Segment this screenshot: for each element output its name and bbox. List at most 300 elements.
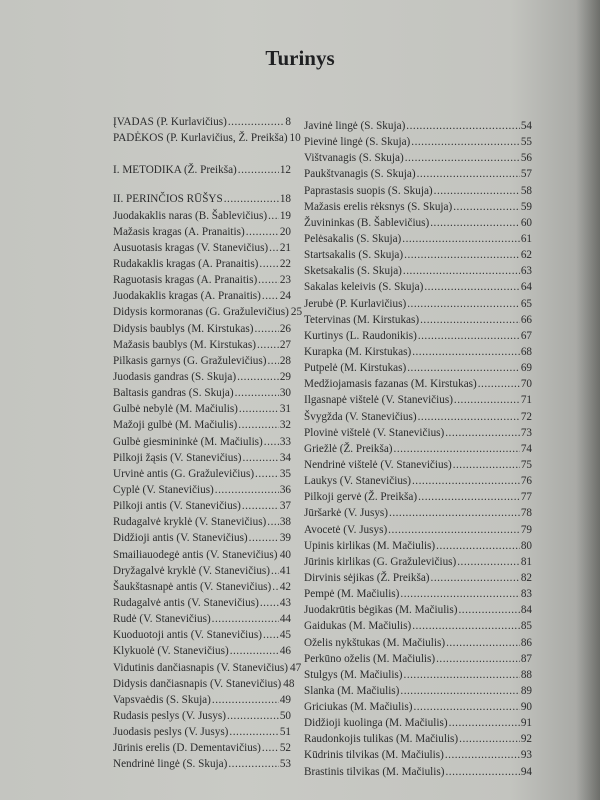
toc-entry: [113, 256, 291, 272]
toc-entry-title: Jūrinis kirlikas (G. Gražulevičius): [304, 555, 457, 568]
toc-entry-page: 42: [279, 580, 291, 593]
toc-entry-title: Raudonkojis tulikas (M. Mačiulis): [304, 733, 459, 746]
toc-entry-page: 82: [520, 571, 532, 584]
dot-leader: [263, 627, 279, 643]
toc-entry: [304, 344, 532, 360]
dot-leader: [478, 376, 520, 392]
toc-entry-title: Žuvininkas (B. Šablevičius): [304, 216, 430, 229]
toc-entry-title: Juodakrūtis bėgikas (M. Mačiulis): [304, 604, 458, 617]
dot-leader: [412, 618, 520, 634]
toc-entry-page: 27: [279, 338, 291, 351]
toc-entry: [113, 708, 291, 724]
toc-entry-page: 44: [279, 613, 291, 626]
toc-entry-title: Urvinė antis (G. Gražulevičius): [113, 467, 255, 480]
toc-entry-page: 53: [279, 758, 291, 771]
toc-entry-title: Didysis dančiasnapis (V. Stanevičius): [113, 677, 282, 690]
dot-leader: [402, 231, 520, 247]
toc-entry-title: Mažoji gulbė (M. Mačiulis): [113, 419, 238, 432]
dot-leader: [445, 747, 520, 763]
toc-entry: [113, 353, 291, 369]
toc-entry: [113, 369, 291, 385]
toc-entry-title: Stulgys (M. Mačiulis): [304, 668, 403, 681]
toc-entry: [304, 328, 532, 344]
toc-entry: [304, 263, 532, 279]
toc-entry-title: Gaidukas (M. Mačiulis): [304, 620, 412, 633]
toc-entry: [113, 676, 295, 692]
dot-leader: [394, 441, 520, 457]
toc-entry: [304, 635, 532, 651]
toc-entry-page: 22: [279, 257, 291, 270]
toc-entry: [113, 660, 302, 676]
toc-entry-page: 38: [279, 516, 291, 529]
toc-entry: [304, 715, 532, 731]
dot-leader: [404, 247, 520, 263]
toc-entry: [113, 401, 291, 417]
toc-entry-title: Nendrinė lingė (S. Skuja): [113, 758, 228, 771]
dot-leader: [413, 699, 519, 715]
dot-leader: [400, 586, 519, 602]
toc-entry-title: Sakalas keleivis (S. Skuja): [304, 281, 424, 294]
toc-entry-page: 58: [520, 184, 532, 197]
dot-leader: [272, 579, 279, 595]
toc-entry-page: 23: [279, 274, 291, 287]
toc-entry-page: 71: [520, 394, 532, 407]
dot-leader: [215, 482, 279, 498]
toc-entry: [304, 279, 532, 295]
toc-entry-title: Vidutinis dančiasnapis (V. Stanevičius): [113, 661, 288, 674]
toc-entry-page: 29: [279, 370, 291, 383]
toc-entry-title: Rudagalvė antis (V. Stanevičius): [113, 596, 259, 609]
dot-leader: [457, 554, 520, 570]
toc-entry-page: 78: [520, 507, 532, 520]
toc-entry-title: PADĖKOS (P. Kurlavičius, Ž. Preikša): [113, 132, 288, 145]
toc-entry-title: Ilgasnapė vištelė (V. Stanevičius): [304, 394, 453, 407]
toc-entry: [304, 150, 532, 166]
toc-entry-page: 10: [289, 132, 301, 145]
dot-leader: [255, 466, 279, 482]
toc-entry: [304, 247, 532, 263]
toc-entry-title: Sketsakalis (S. Skuja): [304, 265, 402, 278]
toc-entry-title: Juodakaklis kragas (A. Pranaitis): [113, 290, 261, 303]
toc-entry-page: 68: [520, 345, 532, 358]
dot-leader: [404, 667, 520, 683]
toc-entry: [304, 409, 532, 425]
dot-leader: [224, 191, 279, 207]
toc-entry-page: 52: [279, 742, 291, 755]
toc-entry-title: Javinė lingė (S. Skuja): [304, 120, 406, 132]
toc-entry-title: Pempė (M. Mačiulis): [304, 588, 400, 601]
toc-entry-title: Kuoduotoji antis (V. Stanevičius): [113, 629, 262, 642]
dot-leader: [268, 208, 279, 224]
toc-entry-page: 92: [520, 733, 532, 746]
toc-entry: [113, 530, 291, 546]
dot-leader: [405, 150, 520, 166]
toc-entry: [304, 747, 532, 763]
toc-entry-title: Paukštvanagis (S. Skuja): [304, 168, 416, 181]
dot-leader: [436, 651, 520, 667]
toc-entry: [113, 162, 291, 178]
toc-entry: [304, 554, 532, 570]
dot-leader: [434, 183, 520, 199]
toc-entry-page: 21: [279, 241, 291, 254]
toc-entry-title: Mažasis kragas (A. Pranaitis): [113, 225, 245, 238]
toc-entry: [304, 586, 532, 602]
toc-entry: [304, 166, 532, 182]
toc-entry-page: 67: [520, 329, 532, 342]
toc-entry: [113, 130, 301, 146]
toc-entry-page: 46: [279, 645, 291, 658]
toc-entry-page: 62: [520, 249, 532, 262]
toc-entry-title: Brastinis tilvikas (M. Mačiulis): [304, 765, 445, 778]
toc-entry-title: ĮVADAS (P. Kurlavičius): [113, 116, 227, 128]
toc-entry-title: Upinis kirlikas (M. Mačiulis): [304, 539, 436, 552]
toc-entry-title: Smailiauodegė antis (V. Stanevičius): [113, 548, 278, 561]
toc-entry-title: II. PERINČIOS RŪŠYS: [113, 193, 223, 206]
toc-entry-page: 50: [279, 709, 291, 722]
toc-entry-page: 51: [279, 726, 291, 739]
dot-leader: [249, 530, 279, 546]
toc-entry-title: Rudė (V. Stanevičius): [113, 613, 211, 626]
toc-entry-title: Mažasis baublys (M. Kirstukas): [113, 338, 256, 351]
spacer: [113, 178, 291, 191]
toc-entry: [113, 692, 291, 708]
toc-entry: [304, 457, 532, 473]
toc-entry: [113, 114, 291, 130]
toc-entry-page: 64: [520, 281, 532, 294]
toc-entry-page: 61: [520, 232, 532, 245]
toc-entry-title: Šaukštasnapė antis (V. Stanevičius): [113, 580, 272, 593]
toc-entry-title: Kurtinys (L. Raudonikis): [304, 329, 417, 342]
dot-leader: [418, 409, 520, 425]
toc-entry-title: Ausuotasis kragas (V. Stanevičius): [113, 241, 269, 254]
toc-entry-title: Perkūno oželis (M. Mačiulis): [304, 652, 436, 665]
toc-entry-title: Putpelė (M. Kirstukas): [304, 362, 407, 375]
toc-entry-page: 25: [290, 306, 303, 319]
dot-leader: [406, 118, 520, 134]
dot-leader: [262, 288, 279, 304]
toc-entry: [113, 337, 291, 353]
dot-leader: [431, 570, 520, 586]
toc-entry: [304, 618, 532, 634]
toc-entry: [113, 563, 291, 579]
toc-entry: [113, 466, 291, 482]
dot-leader: [242, 450, 278, 466]
toc-entry-title: Tetervinas (M. Kirstukas): [304, 313, 420, 326]
toc-entry-page: 12: [279, 164, 291, 177]
toc-entry-page: 57: [520, 168, 532, 181]
toc-entry: [304, 215, 532, 231]
toc-entry-title: Juodasis gandras (S. Skuja): [113, 370, 237, 383]
toc-entry-title: Kūdrinis tilvikas (M. Mačiulis): [304, 749, 444, 762]
toc-entry-page: 83: [520, 588, 532, 601]
toc-entry-page: 28: [279, 354, 291, 367]
toc-entry-title: Pilkoji žąsis (V. Stanevičius): [113, 451, 242, 464]
toc-entry-page: 91: [520, 717, 532, 730]
toc-entry-title: Cyplė (V. Stanevičius): [113, 483, 214, 496]
toc-entry-page: 74: [520, 442, 532, 455]
dot-leader: [229, 724, 278, 740]
toc-entry-title: Laukys (V. Stanevičius): [304, 475, 411, 488]
dot-leader: [264, 434, 279, 450]
toc-entry-title: Jerubė (P. Kurlavičius): [304, 297, 407, 310]
toc-entry: [304, 683, 532, 699]
toc-entry: [113, 385, 291, 401]
toc-entry-page: 49: [279, 693, 291, 706]
toc-entry-page: 75: [520, 458, 532, 471]
toc-entry: [304, 392, 532, 408]
toc-entry: [113, 756, 291, 772]
toc-entry-page: 48: [283, 677, 295, 690]
dot-leader: [403, 263, 520, 279]
toc-entry-page: 24: [279, 290, 291, 303]
toc-entry-page: 89: [520, 684, 532, 697]
dot-leader: [235, 385, 279, 401]
toc-entry-page: 87: [520, 652, 532, 665]
dot-leader: [412, 473, 520, 489]
dot-leader: [267, 514, 279, 530]
dot-leader: [267, 353, 278, 369]
toc-entry-title: Pilkoji gervė (Ž. Preikša): [304, 491, 418, 504]
toc-entry: [304, 489, 532, 505]
toc-entry-title: Didžioji antis (V. Stanevičius): [113, 532, 248, 545]
toc-entry-title: Juodakaklis naras (B. Šablevičius): [113, 209, 268, 222]
toc-entry-page: 56: [520, 152, 532, 165]
dot-leader: [412, 344, 520, 360]
toc-entry-title: Juodasis peslys (V. Jusys): [113, 726, 229, 739]
toc-entry-page: 40: [279, 548, 291, 561]
toc-entry: [304, 699, 532, 715]
dot-leader: [459, 602, 520, 618]
toc-entry-title: I. METODIKA (Ž. Preikša): [113, 164, 237, 177]
dot-leader: [445, 425, 520, 441]
toc-entry: [113, 417, 291, 433]
toc-entry: [304, 522, 532, 538]
toc-entry-title: Švygžda (V. Stanevičius): [304, 410, 417, 423]
toc-entry: [304, 231, 532, 247]
toc-entry-page: 19: [279, 209, 291, 222]
dot-leader: [436, 538, 520, 554]
toc-entry-page: 45: [279, 629, 291, 642]
toc-entry-title: Dirvinis sėjikas (Ž. Preikša): [304, 571, 430, 584]
dot-leader: [446, 635, 520, 651]
toc-entry-title: Medžiojamasis fazanas (M. Kirstukas): [304, 378, 477, 391]
toc-entry-title: Raguotasis kragas (A. Pranaitis): [113, 274, 258, 287]
toc-entry: [304, 651, 532, 667]
dot-leader: [453, 457, 520, 473]
toc-entry: [304, 538, 532, 554]
page-title: Turinys: [265, 46, 335, 70]
toc-entry: [113, 240, 291, 256]
dot-leader: [453, 199, 520, 215]
toc-entry-title: Didysis kormoranas (G. Gražulevičius): [113, 306, 289, 319]
toc-entry-page: 26: [279, 322, 291, 335]
toc-entry-title: Pilkasis garnys (G. Gražulevičius): [113, 354, 267, 367]
toc-entry-page: 93: [520, 749, 532, 762]
dot-leader: [411, 134, 520, 150]
toc-entry: [304, 199, 532, 215]
toc-entry: [304, 134, 532, 150]
toc-entry: [113, 611, 291, 627]
toc-entry: [304, 441, 532, 457]
toc-entry-title: Rudasis peslys (V. Jusys): [113, 709, 226, 722]
toc-entry-page: 41: [279, 564, 291, 577]
toc-entry: [113, 514, 291, 530]
toc-entry-page: 30: [279, 387, 291, 400]
toc-entry-page: 65: [520, 297, 532, 310]
toc-entry-page: 8: [285, 116, 291, 128]
toc-entry-page: 32: [279, 419, 291, 432]
toc-entry: [304, 118, 532, 134]
toc-entry: [113, 321, 291, 337]
toc-entry-title: Plovinė vištelė (V. Stanevičius): [304, 426, 445, 439]
dot-leader: [257, 337, 279, 353]
toc-entry-title: Vapsvaėdis (S. Skuja): [113, 693, 211, 706]
toc-entry-title: Pelėsakalis (S. Skuja): [304, 232, 402, 245]
toc-right-column: [304, 118, 532, 780]
dot-leader: [449, 715, 520, 731]
toc-entry: [113, 224, 291, 240]
toc-entry-title: Kurapka (M. Kirstukas): [304, 345, 412, 358]
toc-entry: [304, 602, 532, 618]
toc-entry-page: 37: [279, 500, 291, 513]
dot-leader: [445, 764, 519, 780]
toc-entry-page: 76: [520, 475, 532, 488]
dot-leader: [254, 321, 278, 337]
toc-entry-title: Startsakalis (S. Skuja): [304, 249, 404, 262]
toc-entry-title: Jūrinis erelis (D. Dementavičius): [113, 742, 261, 755]
toc-entry: [304, 425, 532, 441]
dot-leader: [407, 296, 520, 312]
dot-leader: [388, 522, 520, 538]
dot-leader: [430, 215, 520, 231]
toc-entry-title: Didysis baublys (M. Kirstukas): [113, 322, 254, 335]
toc-entry-title: Vištvanagis (S. Skuja): [304, 152, 404, 165]
toc-entry-page: 85: [520, 620, 532, 633]
toc-entry-page: 18: [279, 193, 291, 206]
toc-entry-title: Dryžagalvė kryklė (V. Stanevičius): [113, 564, 270, 577]
toc-entry-page: 39: [279, 532, 291, 545]
spacer: [113, 146, 291, 162]
toc-entry-page: 43: [279, 596, 291, 609]
toc-entry-page: 94: [520, 765, 532, 778]
toc-entry-page: 54: [520, 120, 532, 132]
toc-entry: [113, 191, 291, 207]
dot-leader: [238, 417, 279, 433]
toc-entry-page: 35: [279, 467, 291, 480]
toc-entry: [113, 272, 291, 288]
toc-entry-page: 66: [520, 313, 532, 326]
toc-entry: [113, 304, 303, 320]
toc-entry-page: 33: [279, 435, 291, 448]
toc-entry-page: 77: [520, 491, 532, 504]
dot-leader: [239, 401, 279, 417]
dot-leader: [212, 611, 279, 627]
toc-entry-page: 60: [520, 216, 532, 229]
dot-leader: [230, 643, 279, 659]
toc-entry-page: 31: [279, 403, 291, 416]
toc-entry: [113, 208, 291, 224]
toc-entry-title: Griežlė (Ž. Preikša): [304, 442, 393, 455]
toc-entry: [113, 579, 291, 595]
toc-entry-page: 79: [520, 523, 532, 536]
toc-entry-page: 36: [279, 483, 291, 496]
dot-leader: [418, 328, 520, 344]
dot-leader: [407, 360, 520, 376]
toc-entry-page: 69: [520, 362, 532, 375]
dot-leader: [459, 731, 520, 747]
dot-leader: [417, 166, 520, 182]
toc-entry: [304, 505, 532, 521]
toc-entry-title: Klykuolė (V. Stanevičius): [113, 645, 229, 658]
dot-leader: [242, 498, 279, 514]
toc-entry: [304, 296, 532, 312]
toc-entry-page: 80: [520, 539, 532, 552]
dot-leader: [228, 114, 285, 130]
toc-entry-page: 88: [520, 668, 532, 681]
toc-entry: [304, 360, 532, 376]
dot-leader: [258, 272, 279, 288]
toc-entry: [304, 570, 532, 586]
toc-entry-title: Pievinė lingė (S. Skuja): [304, 136, 411, 149]
toc-entry-title: Nendrinė vištelė (V. Stanevičius): [304, 458, 452, 471]
toc-entry-title: Didžioji kuolinga (M. Mačiulis): [304, 717, 448, 730]
toc-entry: [113, 498, 291, 514]
dot-leader: [269, 240, 279, 256]
toc-entry: [304, 667, 532, 683]
toc-entry: [113, 434, 291, 450]
toc-entry: [113, 724, 291, 740]
toc-entry: [304, 376, 532, 392]
dot-leader: [227, 708, 279, 724]
toc-entry: [113, 595, 291, 611]
toc-entry-title: Baltasis gandras (S. Skuja): [113, 387, 234, 400]
toc-entry-page: 84: [520, 604, 532, 617]
dot-leader: [228, 756, 278, 772]
toc-entry: [113, 643, 291, 659]
toc-entry: [304, 183, 532, 199]
toc-entry: [113, 482, 291, 498]
toc-entry: [113, 547, 291, 563]
toc-entry-page: 34: [279, 451, 291, 464]
toc-entry-title: Rudagalvė kryklė (V. Stanevičius): [113, 516, 267, 529]
dot-leader: [212, 692, 279, 708]
toc-entry: [113, 740, 291, 756]
toc-entry-title: Jūršarkė (V. Jusys): [304, 507, 389, 520]
toc-entry-page: 59: [520, 200, 532, 213]
toc-entry-title: Avocetė (V. Jusys): [304, 523, 388, 536]
dot-leader: [271, 563, 279, 579]
dot-leader: [424, 279, 519, 295]
toc-entry-title: Rudakaklis kragas (A. Pranaitis): [113, 257, 259, 270]
toc-entry-title: Griciukas (M. Mačiulis): [304, 701, 413, 714]
toc-entry: [113, 627, 291, 643]
toc-entry-page: 81: [520, 555, 532, 568]
dot-leader: [420, 312, 520, 328]
dot-leader: [418, 489, 520, 505]
toc-entry-page: 70: [520, 378, 532, 391]
toc-entry-page: 86: [520, 636, 532, 649]
dot-leader: [260, 595, 279, 611]
toc-entry-page: 20: [279, 225, 291, 238]
toc-entry-title: Pilkoji antis (V. Stanevičius): [113, 500, 241, 513]
dot-leader: [238, 162, 279, 178]
toc-entry: [304, 312, 532, 328]
dot-leader: [246, 224, 279, 240]
toc-entry-title: Paprastasis suopis (S. Skuja): [304, 184, 433, 197]
dot-leader: [389, 505, 520, 521]
toc-entry-title: Gulbė giesmininkė (M. Mačiulis): [113, 435, 263, 448]
toc-entry-title: Gulbė nebylė (M. Mačiulis): [113, 403, 238, 416]
